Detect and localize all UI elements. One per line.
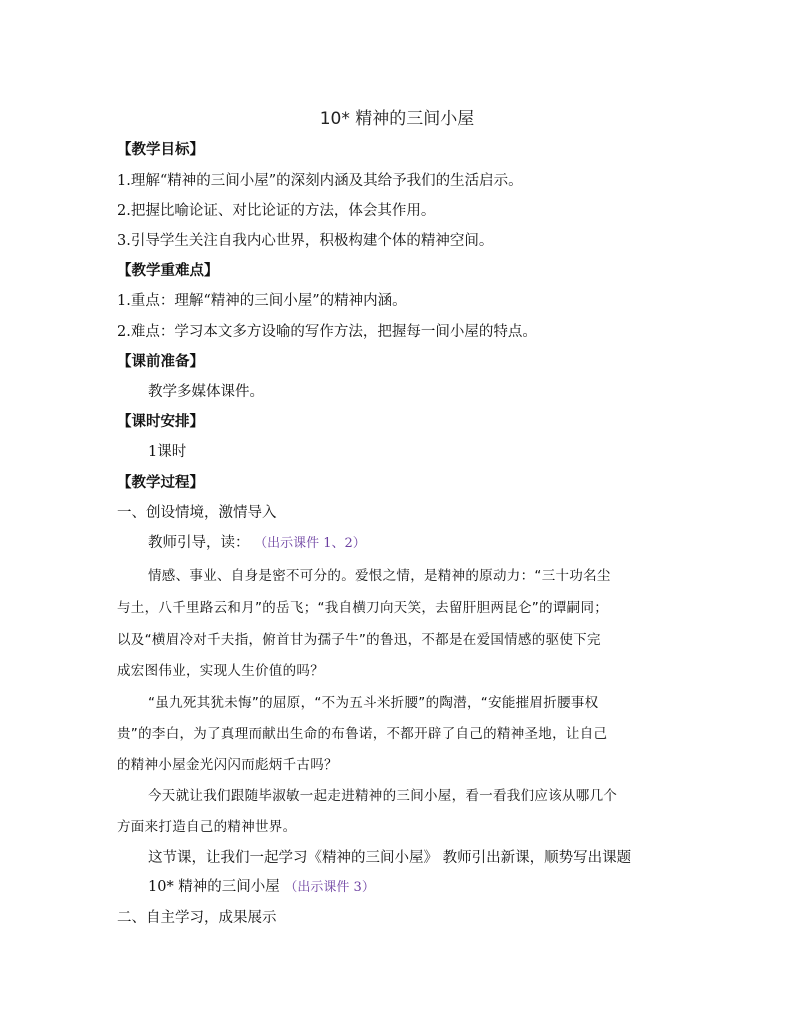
slide-note-1: （出示课件 1、2） [254,536,366,551]
paragraph-1-line-3: 以及“横眉冷对千夫指，俯首甘为孺子牛”的鲁迅，不都是在爱国情感的驱使下完 [117,632,601,648]
schedule-text: 1课时 [148,444,187,460]
teacher-guide-text: 教师引导，读： [148,535,250,551]
teacher-guide-line [148,533,366,554]
difficult-point: 2.难点：学习本文多方设喻的写作方法，把握每一间小屋的特点。 [117,324,537,340]
heading-process: 【教学过程】 [117,474,204,491]
heading-schedule: 【课时安排】 [117,413,204,430]
paragraph-3-line-1: 今天就让我们跟随毕淑敏一起走进精神的三间小屋，看一看我们应该从哪几个 [148,788,618,804]
preparation-text: 教学多媒体课件。 [148,384,264,400]
lesson-title-line [148,877,375,898]
paragraph-3-line-2: 方面来打造自己的精神世界。 [117,819,297,835]
heading-objectives: 【教学目标】 [117,141,204,158]
objective-2: 2.把握比喻论证、对比论证的方法，体会其作用。 [117,203,436,219]
objective-1: 1.理解“精神的三间小屋”的深刻内涵及其给予我们的生活启示。 [117,173,523,189]
paragraph-2-line-2: 贵”的李白，为了真理而献出生命的布鲁诺，不都开辟了自己的精神圣地，让自己 [117,726,608,742]
heading-key-points: 【教学重难点】 [117,262,219,279]
key-point: 1.重点：理解“精神的三间小屋”的精神内涵。 [117,293,407,309]
section-one-heading: 一、创设情境，激情导入 [117,505,277,521]
slide-note-3: （出示课件 3） [284,880,375,895]
paragraph-1-line-1: 情感、事业、自身是密不可分的。爱恨之情，是精神的原动力：“三十功名尘 [148,568,611,584]
paragraph-1-line-4: 成宏图伟业，实现人生价值的吗？ [117,663,324,679]
lesson-title-text: 10* 精神的三间小屋 [148,879,280,895]
paragraph-2-line-1: “虽九死其犹未悔”的屈原，“不为五斗米折腰”的陶潜，“安能摧眉折腰事权 [148,695,599,711]
objective-3: 3.引导学生关注自我内心世界，积极构建个体的精神空间。 [117,233,494,249]
new-lesson-line: 这节课，让我们一起学习《精神的三间小屋》 教师引出新课，顺势写出课题 [148,850,632,866]
section-two-heading: 二、自主学习，成果展示 [117,910,277,926]
paragraph-1-line-2: 与土，八千里路云和月”的岳飞；“我自横刀向天笑，去留肝胆两昆仑”的谭嗣同； [117,600,609,616]
heading-preparation: 【课前准备】 [117,353,204,370]
document-title: 10* 精神的三间小屋 [319,109,475,129]
paragraph-2-line-3: 的精神小屋金光闪闪而彪炳千古吗？ [117,757,338,773]
